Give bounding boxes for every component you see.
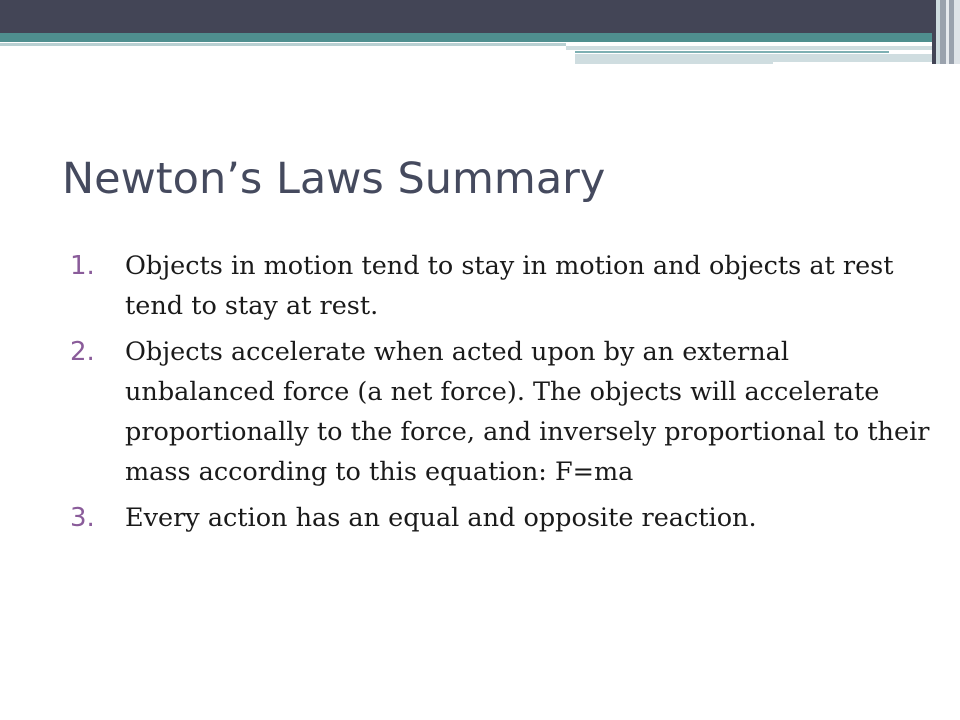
list-item [70, 246, 930, 326]
list-item [70, 498, 930, 538]
list-item-number: 2. [70, 337, 95, 367]
list-item-text: Objects in motion tend to stay in motion and objects at rest tend to stay at rest. [125, 251, 894, 321]
banner-light-line [0, 43, 566, 46]
slide-title: Newton’s Laws Summary [62, 154, 606, 204]
banner-dark-band [0, 0, 932, 33]
banner-teal-band [0, 33, 932, 42]
list-item-number: 3. [70, 503, 95, 533]
banner-step-line [575, 51, 889, 53]
banner-step-upper [566, 46, 932, 50]
laws-list [70, 246, 930, 544]
list-item-number: 1. [70, 251, 95, 281]
list-item-text: Every action has an equal and opposite reaction. [125, 503, 757, 533]
list-item [70, 332, 930, 492]
list-item-text: Objects accelerate when acted upon by an external unbalanced force (a net force). The objects will accelerate proportionally to the force, and inversely proportional to their mass according to this equation: F=ma [125, 337, 930, 487]
banner-edge-strip [954, 0, 960, 64]
banner-step-white-line [773, 62, 933, 64]
